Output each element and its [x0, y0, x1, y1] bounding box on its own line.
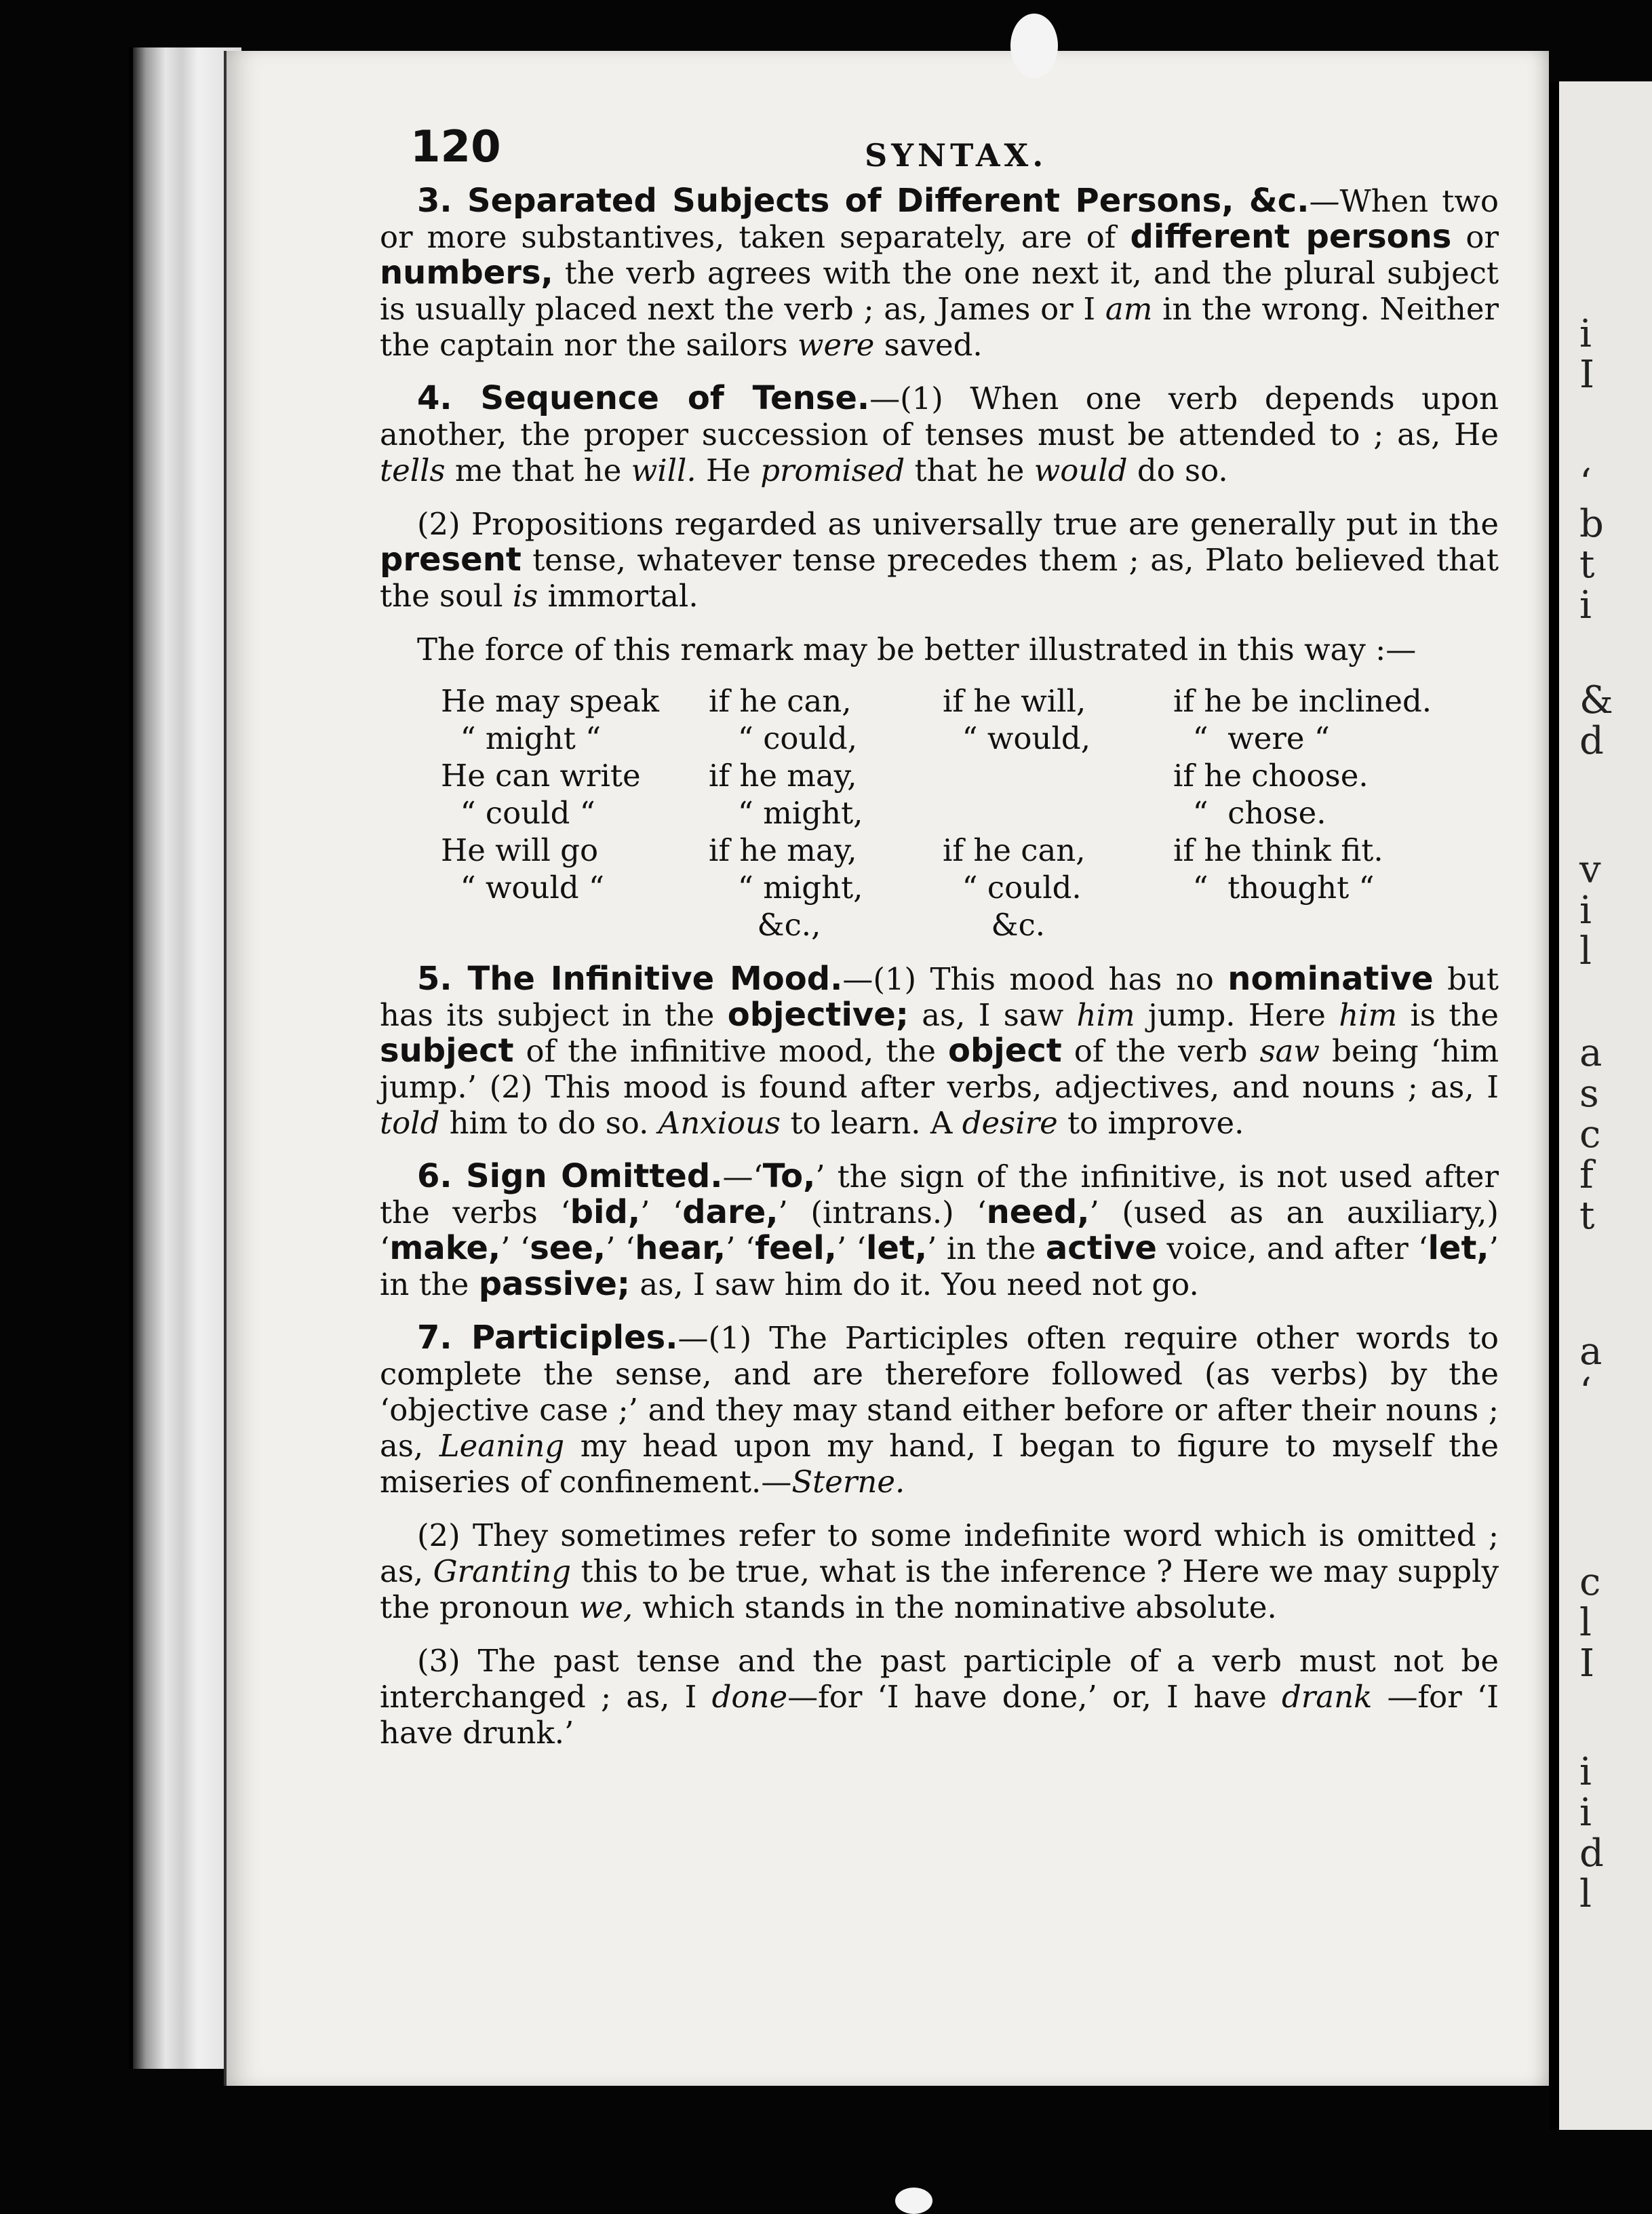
- bold-term: make,: [389, 1229, 501, 1267]
- section-6-paragraph: [380, 1159, 1499, 1302]
- text: do so.: [1127, 452, 1228, 488]
- text: ’ in the: [927, 1230, 1046, 1266]
- fragment: i: [1579, 583, 1592, 627]
- text: my head upon my hand, I began to figure to myself the miseries of confinement.—: [380, 1428, 1499, 1500]
- table-cell: He may speak: [441, 683, 660, 719]
- table-cell: if he be inclined.: [1173, 683, 1432, 719]
- text: ’ (intrans.) ‘: [778, 1195, 987, 1230]
- section-4-paragraph-3: The force of this remark may be better illustrated in this way :—: [417, 632, 1417, 667]
- paper-tear-bottom: [895, 2188, 932, 2214]
- fragment: &: [1579, 678, 1613, 722]
- italic-term: we,: [578, 1589, 633, 1625]
- text: —(1) The Participles often require other words to complete the sense, and are therefore followed (as verbs) by the ‘objective case ;’ and they may stand either before or after their nouns ; as,: [380, 1320, 1499, 1464]
- text: this to be true, what is the inference ? Here we may supply the pronoun: [380, 1553, 1499, 1625]
- table-cell: “ chose.: [1173, 795, 1326, 831]
- bold-term: feel,: [755, 1229, 837, 1267]
- italic-term: will.: [631, 452, 696, 488]
- fragment: f: [1579, 1153, 1594, 1197]
- text: ’ ‘: [726, 1230, 755, 1266]
- table-cell: if he choose.: [1173, 758, 1369, 794]
- fragment: d: [1579, 1831, 1604, 1876]
- text: voice, and after ‘: [1156, 1230, 1428, 1266]
- bold-term: nominative: [1227, 960, 1434, 998]
- section-7-paragraph-2: [380, 1517, 1499, 1625]
- text: of the verb: [1061, 1033, 1260, 1069]
- bold-term: hear,: [635, 1229, 726, 1267]
- text: him to do so.: [439, 1105, 658, 1141]
- fragment: v: [1579, 848, 1601, 892]
- italic-term: done: [711, 1679, 788, 1715]
- text: me that he: [445, 452, 631, 488]
- section-4-paragraph-2: [380, 506, 1499, 614]
- fragment: t: [1579, 543, 1595, 587]
- italic-term: him: [1076, 997, 1135, 1033]
- text: ’ in the: [380, 1230, 1499, 1302]
- table-cell: “ were “: [1173, 720, 1330, 756]
- bold-term: bid,: [570, 1193, 641, 1231]
- text: (2) Propositions regarded as universally true are generally put in the: [417, 506, 1499, 542]
- bold-term: see,: [530, 1229, 606, 1267]
- text: (2) They sometimes refer to some indefinite word which is omitted ; as,: [380, 1517, 1499, 1589]
- fragment: d: [1579, 719, 1604, 763]
- italic-term: drank: [1281, 1679, 1373, 1715]
- table-cell: if he can,: [943, 832, 1086, 868]
- italic-term: is: [512, 578, 538, 614]
- table-cell: “ might,: [709, 870, 863, 906]
- table-cell: if he think fit.: [1173, 832, 1383, 868]
- text: saved.: [874, 327, 983, 363]
- italic-term: would: [1034, 452, 1128, 488]
- text: tense, whatever tense precedes them ; as, Plato believed that the soul: [380, 542, 1499, 614]
- fragment: I: [1579, 353, 1595, 397]
- bold-term: numbers,: [380, 254, 553, 292]
- table-cell: if he can,: [709, 683, 852, 719]
- text: or: [1451, 219, 1499, 255]
- page-content: [380, 122, 1499, 1768]
- running-title: SYNTAX.: [865, 137, 1048, 174]
- table-cell: if he may,: [709, 832, 857, 868]
- text: —(1) This mood has no: [842, 961, 1228, 997]
- text: that he: [905, 452, 1034, 488]
- table-cell: [441, 906, 709, 944]
- table-cell: [1173, 906, 1458, 944]
- table-cell: “ could “: [441, 795, 595, 831]
- bold-term: let,: [865, 1229, 928, 1267]
- italic-term: am: [1105, 291, 1153, 327]
- conjugation-table: [441, 682, 1499, 944]
- fragment: t: [1579, 1194, 1595, 1238]
- table-cell: “ would,: [943, 720, 1091, 756]
- table-cell: “ would “: [441, 870, 605, 906]
- text: —for ‘I have done,’ or, I have: [787, 1679, 1282, 1715]
- text: ’ (used as an auxiliary,) ‘: [380, 1195, 1499, 1266]
- section-4-heading: 4. Sequence of Tense.: [417, 379, 870, 417]
- italic-term: told: [380, 1105, 440, 1141]
- section-5-paragraph: [380, 961, 1499, 1141]
- fragment: a: [1579, 1329, 1602, 1374]
- text: being ‘him jump.’ (2) This mood is found after verbs, adjectives, and nouns ; as, I: [380, 1033, 1499, 1105]
- fragment: l: [1579, 929, 1592, 973]
- adjacent-page-edge: [1550, 81, 1652, 2130]
- fragment: b: [1579, 502, 1604, 546]
- text: —‘: [722, 1159, 763, 1195]
- fragment: l: [1579, 1872, 1592, 1916]
- italic-term: Granting: [433, 1553, 572, 1589]
- fragment: ‘: [1579, 1370, 1592, 1414]
- italic-term: were: [798, 327, 875, 363]
- fragment: i: [1579, 889, 1592, 933]
- running-header: [380, 122, 1499, 183]
- bold-term: present: [380, 541, 522, 579]
- table-cell: &c.: [943, 907, 1046, 943]
- text: ’ ‘: [640, 1195, 683, 1230]
- section-7-paragraph: [380, 1320, 1499, 1500]
- text: ’ ‘: [500, 1230, 530, 1266]
- fragment: i: [1579, 1750, 1592, 1794]
- fragment: i: [1579, 312, 1592, 356]
- fragment: ‘: [1579, 461, 1592, 505]
- table-cell: “ could.: [943, 870, 1082, 906]
- table-cell: if he will,: [943, 683, 1086, 719]
- fragment: c: [1579, 1560, 1601, 1604]
- bold-term: different persons: [1130, 218, 1452, 256]
- section-6-heading: 6. Sign Omitted.: [417, 1157, 723, 1195]
- text: He: [696, 452, 761, 488]
- bold-term: active: [1045, 1229, 1157, 1267]
- fragment: a: [1579, 1031, 1602, 1075]
- table-cell: &c.,: [709, 907, 821, 943]
- table-cell: “ could,: [709, 720, 858, 756]
- bold-term: need,: [986, 1193, 1090, 1231]
- italic-term: saw: [1259, 1033, 1320, 1069]
- paper-tear-top: [1010, 14, 1058, 78]
- section-4-paragraph: [380, 381, 1499, 488]
- table-cell: “ might,: [709, 795, 863, 831]
- section-3-heading: 3. Separated Subjects of Different Persons, &c.: [417, 182, 1310, 220]
- text: as, I saw: [908, 997, 1077, 1033]
- bold-term: dare,: [682, 1193, 779, 1231]
- fragment: l: [1579, 1601, 1592, 1645]
- text: which stands in the nominative absolute.: [633, 1589, 1277, 1625]
- text: to learn. A: [781, 1105, 962, 1141]
- text: but has its subject in the: [380, 961, 1499, 1033]
- section-5-heading: 5. The Infinitive Mood.: [417, 960, 843, 998]
- section-7-paragraph-3: [380, 1643, 1499, 1751]
- table-cell: He can write: [441, 758, 641, 794]
- table-cell: [943, 794, 1173, 832]
- text: is the: [1397, 997, 1499, 1033]
- text: jump. Here: [1135, 997, 1339, 1033]
- table-cell: “ might “: [441, 720, 602, 756]
- italic-term: desire: [962, 1105, 1058, 1141]
- table-cell: [943, 757, 1173, 794]
- text: —for ‘I have drunk.’: [380, 1679, 1499, 1751]
- bold-term: subject: [380, 1032, 514, 1070]
- fragment: I: [1579, 1642, 1595, 1686]
- italic-term: Sterne.: [791, 1464, 905, 1500]
- fragment: s: [1579, 1072, 1599, 1116]
- italic-term: him: [1339, 997, 1398, 1033]
- fragment: c: [1579, 1112, 1601, 1157]
- text: to improve.: [1057, 1105, 1244, 1141]
- section-7-heading: 7. Participles.: [417, 1319, 678, 1357]
- text: of the infinitive mood, the: [513, 1033, 948, 1069]
- fragment: i: [1579, 1791, 1592, 1835]
- italic-term: tells: [380, 452, 446, 488]
- text: —(1) When one verb depends upon another, the proper succession of tenses must be attended to ; as, He: [380, 381, 1499, 452]
- text: in the wrong. Neither the captain nor the sailors: [380, 291, 1499, 363]
- table-cell: He will go: [441, 832, 599, 868]
- table-cell: if he may,: [709, 758, 857, 794]
- bold-term: let,: [1428, 1229, 1489, 1267]
- bold-term: object: [947, 1032, 1062, 1070]
- page-number: 120: [410, 122, 501, 172]
- table-cell: “ thought “: [1173, 870, 1375, 906]
- text: (3) The past tense and the past participle of a verb must not be interchanged ; as, I: [380, 1643, 1499, 1715]
- bold-term: objective;: [727, 996, 909, 1034]
- italic-term: promised: [760, 452, 905, 488]
- italic-term: Anxious: [658, 1105, 781, 1141]
- bold-term: To,: [762, 1157, 816, 1195]
- italic-term: Leaning: [439, 1428, 565, 1464]
- text: ’ the sign of the infinitive, is not used after the verbs ‘: [380, 1159, 1499, 1230]
- text: the verb agrees with the one next it, and the plural subject is usually placed next the verb ; as, James or I: [380, 255, 1499, 327]
- text: immortal.: [538, 578, 699, 614]
- text: ’ ‘: [606, 1230, 635, 1266]
- text: —When two or more substantives, taken separately, are of: [380, 183, 1499, 255]
- text: ’ ‘: [836, 1230, 866, 1266]
- section-3-paragraph: [380, 183, 1499, 363]
- text: as, I saw him do it. You need not go.: [630, 1266, 1199, 1302]
- bold-term: passive;: [478, 1265, 631, 1303]
